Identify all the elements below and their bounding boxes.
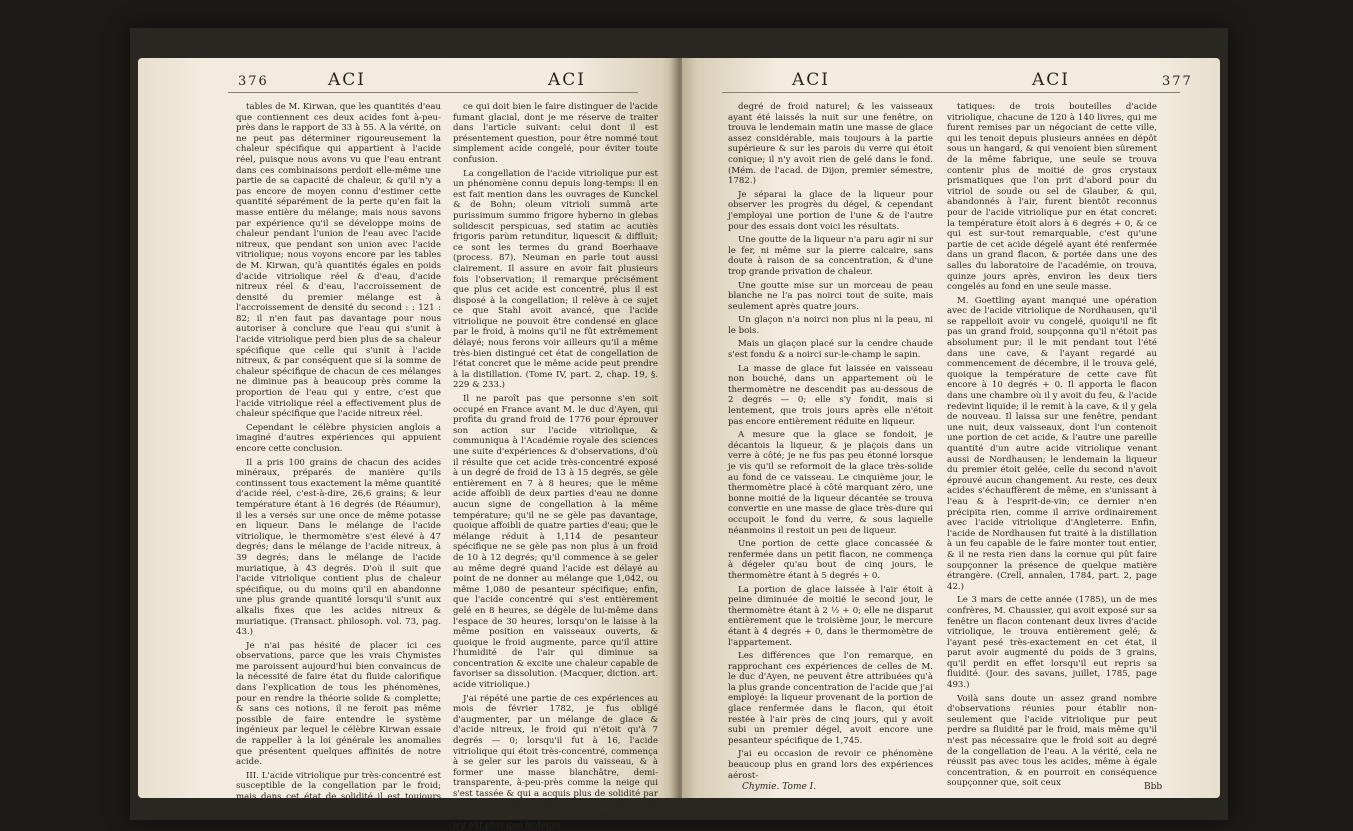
paragraph: La portion de glace laissée à l'air étoit à peine diminuée de moitié le second jour, le thermomètre étant à 2 ½ + 0; elle ne disparut entièrement que le troisième jour, le mercure étant à 4 degrés + 0, dans le thermomètre de l'appartement. [728, 584, 933, 648]
paragraph: tables de M. Kirwan, que les quantités d'eau que contiennent ces deux acides font à-peu-près dans le rapport de 33 à 55. A la vérité, on ne peut pas déterminer rigoureusement la chaleur spécifique qui appartient à l'acide réel, puisque nous avons vu que l'eau entrant dans ces combinaisons perdoit elle-même une partie de sa capacité de chaleur, & qu'il n'y a pas encore de moyen connu d'estimer cette quantité séparément de la perte qu'en fait la masse entière du mélange; mais nous savons par expérience qu'il se développe moins de chaleur pendant l'union de l'eau avec l'acide nitreux, que pendant son union avec l'acide vitriolique; nous voyons encore par les tables de M. Kirwan, qu'à quantités égales en poids d'acide vitriolique réel & d'eau, d'acide nitreux réel & d'eau, l'accroissement de densité du premier mélange est à l'accroissement de densité du second : : 121 : 82; il n'en faut pas davantage pour nous autoriser à conclure que l'eau qui s'unit à l'acide vitriolique perd bien plus de sa chaleur spécifique que celle qui s'unit à l'acide nitreux, & par conséquent que si la somme de chaleur spécifique de chacun de ces mélanges ne diminue pas à beaucoup près comme la proportion de l'eau qui y entre, c'est que l'acide vitriolique réel a effectivement plus de chaleur spécifique que l'acide nitreux réel. [236, 102, 441, 420]
right-page [682, 58, 1220, 798]
left-head-title-1: ACI [328, 70, 366, 90]
left-page-number: 376 [238, 74, 269, 89]
paragraph: III. L'acide vitriolique pur très-concentré est susceptible de la congellation par le froid; mais dans cet état de solidité il est toujours sans odeur, [236, 770, 441, 813]
signature-mark: Bbb [1144, 782, 1163, 792]
right-page-number: 377 [1162, 74, 1193, 89]
paragraph: Les différences que l'on remarque, en rapprochant ces expériences de celles de M. le duc d'Ayen, ne peuvent être attribuées qu'à la plus grande concentration de l'acide que j'ai employé: la liqueur provenant de la portion de glace renfermée dans le flacon, qui étoit restée à l'air près de cinq jours, qui y avoit subi un premier dégel, avoit encore une pesanteur spécifique de 1,745. [728, 651, 933, 746]
paragraph: Cependant le célèbre physicien anglois a imaginé d'autres expériences qui appuient encore cette conclusion. [236, 422, 441, 454]
paragraph: Mais un glaçon placé sur la cendre chaude s'est fondu & a noirci sur-le-champ le sapin. [728, 339, 933, 361]
paragraph: tatiques: de trois bouteilles d'acide vitriolique, chacune de 120 à 140 livres, qui me furent remises par un négociant de cette ville, qui les tenoit depuis plusieurs années en dépôt sous un hangard, & qui venoient bien sûrement de la même fabrique, une seule se trouva contenir plus de moitié de gros crystaux prismatiques que l'on prit d'abord pour du vitriol de soude ou sel de Glauber, & qui, abandonnés à l'air, furent bientôt reconnus pour de l'acide vitriolique pur en état concret: la température étoit alors à 6 degrés + 0, & ce qui est sur-tout remarquable, c'est qu'une partie de cet acide dégelé ayant été renfermée dans un grand flacon, & portée dans une des salles du laboratoire de l'académie, on trouva, quinze jours après, environ les deux tiers congelés au fond en une seule masse. [947, 102, 1157, 293]
paragraph: ce qui doit bien le faire distinguer de l'acide fumant glacial, dont je me réserve de traiter dans l'article suivant: celui dont il est présentement question, pour être nommé tout simplement acide congelé, pour éviter toute confusion. [453, 102, 658, 165]
left-head-title-2: ACI [548, 70, 586, 90]
paragraph: Je n'ai pas hésité de placer ici ces observations, parce que les vrais Chymistes me paroissent aujourd'hui bien convaincus de la nécessité de faire état du fluide calorifique dans l'explication de tous les phénomènes, pour en rendre la théorie solide & complette; & sans ces notions, il ne feroit pas même possible de faire entendre le système ingénieux par lequel le célèbre Kirwan essaie de rappeller à la loi générale les anomalies que présentent quelques affinités de notre acide. [236, 640, 441, 768]
book-spread [130, 28, 1228, 831]
footer-title: Chymie. Tome I. [742, 782, 817, 792]
paragraph: Une goutte mise sur un morceau de peau blanche ne l'a pas noirci tout de suite, mais seulement après quatre jours. [728, 280, 933, 312]
paragraph: Il ne paroît pas que personne s'en soit occupé en France avant M. le duc d'Ayen, qui profita du grand froid de 1776 pour éprouver son action sur l'acide vitriolique, & communiqua à l'Académie royale des sciences une suite d'expériences & d'observations, d'où il résulte que cet acide très-concentré exposé à un degré de froid de 13 à 15 degrés, se gèle entièrement en 7 à 8 heures; que le même acide affoibli de deux parties d'eau ne donne aucun signe de congellation à la même température; qu'il ne se gèle pas davantage, quoique affoibli de quatre parties d'eau; que le mélange réduit à 1,114 de pesanteur spécifique ne se gèle pas non plus à un froid de 10 à 12 degrés; qu'il commence à se geler au même degré quand l'acide est délayé au point de ne donner au mélange que 1,042, ou même 1,080 de pesanteur spécifique; enfin, que l'acide concentré qui s'est entièrement gelé en 8 heures, se dégèle de lui-même dans l'espace de 30 heures, lorsqu'on le laisse à la même position en vaisseaux ouverts, & quoique le froid augmente, parce qu'il attire l'humidité de l'air qui diminue sa concentration & excite une chaleur capable de favoriser sa dissolution. (Macquer, diction. art. acide vitriolique.) [453, 394, 658, 691]
right-column-1 [728, 102, 933, 792]
paragraph: J'ai eu occasion de revoir ce phénomène beaucoup plus en grand lors des expériences aérost- [728, 749, 933, 781]
left-running-head [138, 70, 678, 98]
paragraph: Je séparai la glace de la liqueur pour observer les progrès du dégel, & cependant j'employai une portion de l'une & de l'autre pour des essais dont voici les résultats. [728, 189, 933, 232]
paragraph: Un glaçon n'a noirci non plus ni la peau, ni le bois. [728, 315, 933, 336]
paragraph: La masse de glace fut laissée en vaisseau non bouché, dans un appartement où le thermomètre ne descendit pas au-dessous de 2 degrés — 0; elle s'y fondit, mais si lentement, que trois jours après elle n'étoit pas encore entièrement réduite en liqueur. [728, 363, 933, 427]
paragraph: M. Goettling ayant manqué une opération avec de l'acide vitriolique de Nordhausen, qu'il se rappelloit avoir vu congelé, quoiqu'il ne fît pas un grand froid, soupçonna qu'il n'étoit pas absolument pur; il le mit pendant tout l'été dans une cave, & l'ayant regardé au commencement de décembre, il le trouva gelé, quoique la température de cette cave fût encore à 10 degrés + 0. Il apporta le flacon dans une chambre où il y avoit du feu, & l'acide redevint liquide; il le remit à la cave, & il y gela de nouveau. Il laissa sur une fenêtre, pendant une nuit, deux vaisseaux, dont l'un contenoit une portion de cet acide, & l'autre une pareille quantité d'un autre acide vitriolique venant aussi de Nordhausen; le lendemain la liqueur du premier étoit gelée, celle du second n'avoit éprouvé aucun changement. Au reste, ces deux acides s'échauffèrent de même, en s'unissant à l'eau & à l'esprit-de-vin; ce dernier n'en précipita rien, comme il arrive ordinairement avec l'acide vitriolique d'Angleterre. Enfin, l'acide de Nordhausen fut traité à la distillation à un feu capable de le faire monter tout entier, & il ne resta rien dans la cornue qui pût faire soupçonner la présence de quelque matière étrangère. (Crell, annalen, 1784, part. 2, page 42.) [947, 295, 1157, 592]
paragraph: A mesure que la glace se fondoit, je décantois la liqueur, & je plaçois dans un verre à côté; je ne fus pas peu étonné lorsque je vis qu'il se reformoit de la glace très-solide au fond de ce vaisseau. Le cinquième jour, le thermomètre placé à côté marquant zéro, une bonne moitié de la liqueur décantée se trouva convertie en une masse de glace très-dure qui occupoit le fond du verre, & sous laquelle néanmoins il restoit un peu de liqueur. [728, 430, 933, 536]
paragraph: Il a pris 100 grains de chacun des acides minéraux, préparés de manière qu'ils continssent tous exactement la même quantité d'acide réel, c'est-à-dire, 26,6 grains; & leur température étant à 16 degrés (de Réaumur), il les a versés sur une once de même potasse en liqueur. Dans le mélange de l'acide vitriolique, le thermomètre s'est élevé à 47 degrés; dans le mélange de l'acide nitreux, à 39 degrés; dans le mélange de l'acide muriatique, à 43 degrés. D'où il suit que l'acide vitriolique contient plus de chaleur spécifique, ou du moins qu'il en abandonne une plus grande quantité lorsqu'il s'unit aux alkalis fixes que les acides nitreux & muriatique. (Transact. philosoph. vol. 73, pag. 43.) [236, 457, 441, 638]
paragraph: Une portion de cette glace concassée & renfermée dans un petit flacon, ne commença à dégeler qu'au bout de cinq jours, le thermomètre étant à 5 degrés + 0. [728, 539, 933, 581]
right-head-rule [722, 92, 1180, 93]
right-running-head [682, 70, 1220, 98]
paragraph: La congellation de l'acide vitriolique pur est un phénomène connu depuis long-temps: il en est fait mention dans les ouvrages de Kunckel & de Bohn; oleum vitrioli summâ arte purissimum summo frigore hyberno in glebas solidescit perspicuas, sed statim ac acutiès frigoris parùm retunditur, liquescit & diffluit; ce sont les termes du grand Boerhaave (process. 87). Neuman en parle tout aussi clairement. Il assure en avoir fait plusieurs fois l'observation; il remarque précisément que plus cet acide est concentré, plus il est disposé à la congellation; il relève à ce sujet ce que Stahl avoit avancé, que l'acide vitriolique ne pouvoit être condensé en glace par le froid, à moins qu'il ne fût extrêmement délayé; nous ferons voir ailleurs qu'il a même très-bien distingué cet état de congellation de l'état concret que le même acide peut prendre à la distillation. (Tome IV, part. 2, chap. 19, §. 229 & 233.) [453, 168, 658, 391]
right-column-2 [947, 102, 1157, 792]
right-head-title-2: ACI [1032, 70, 1070, 90]
paragraph: Une goutte de la liqueur n'a paru agir ni sur le fer, ni même sur la pierre calcaire, sans doute à raison de sa concentration, & d'une trop grande privation de chaleur. [728, 235, 933, 277]
paragraph: degré de froid naturel; & les vaisseaux ayant été laissés la nuit sur une fenêtre, on trouva le lendemain matin une masse de glace assez considérable, mais toujours à la partie supérieure & sur les parois du verre qui étoit conique; il n'y avoit rien de gelé dans le fond. (Mém. de l'acad. de Dijon, premier sémestre, 1782.) [728, 102, 933, 187]
right-head-title-1: ACI [792, 70, 830, 90]
paragraph: Le 3 mars de cette année (1785), un de mes confrères, M. Chaussier, qui avoit exposé sur sa fenêtre un flacon contenant deux livres d'acide vitriolique, le trouva entièrement gelé; & l'ayant pesé très-exactement en cet état, il parut avoir augmenté du poids de 3 grains, qu'il perdit en effet lorsqu'il eut repris sa fluidité. (Jour. des savans, juillet, 1785, page 493.) [947, 595, 1157, 691]
paragraph: J'ai répété une partie de ces expériences au mois de février 1782, je fus obligé d'augmenter, par un mélange de glace & d'acide nitreux, le froid qui n'étoit qu'à 7 degrés — 0; lorsqu'il fut à 16, l'acide vitriolique qui étoit très-concentré, commença à se geler sur les parois du vaisseau, & à former une masse blanchâtre, demi-transparente, à-peu-près comme la neige qui s'est tassée & qui a acquis plus de solidité par un nouveau degré de froid. Ce bourrelet de glace alla toujours en augmentant, quoiqu'il n'y eût plus que le degré [453, 693, 658, 831]
left-column-1 [236, 102, 441, 813]
paragraph: Voilà sans doute un assez grand nombre d'observations réunies pour établir non-seulement que l'acide vitriolique pur peut perdre sa fluidité par le froid, mais même qu'il n'est pas nécessaire que le froid soit au degré de la congellation de l'eau. A la vérité, cela ne réussit pas avec tous les acides, même à égale concentration, & en pourroit en conséquence soupçonner que, soit ceux [947, 693, 1157, 789]
left-page [138, 58, 678, 831]
left-column-2 [453, 102, 658, 831]
left-head-rule [228, 92, 638, 93]
